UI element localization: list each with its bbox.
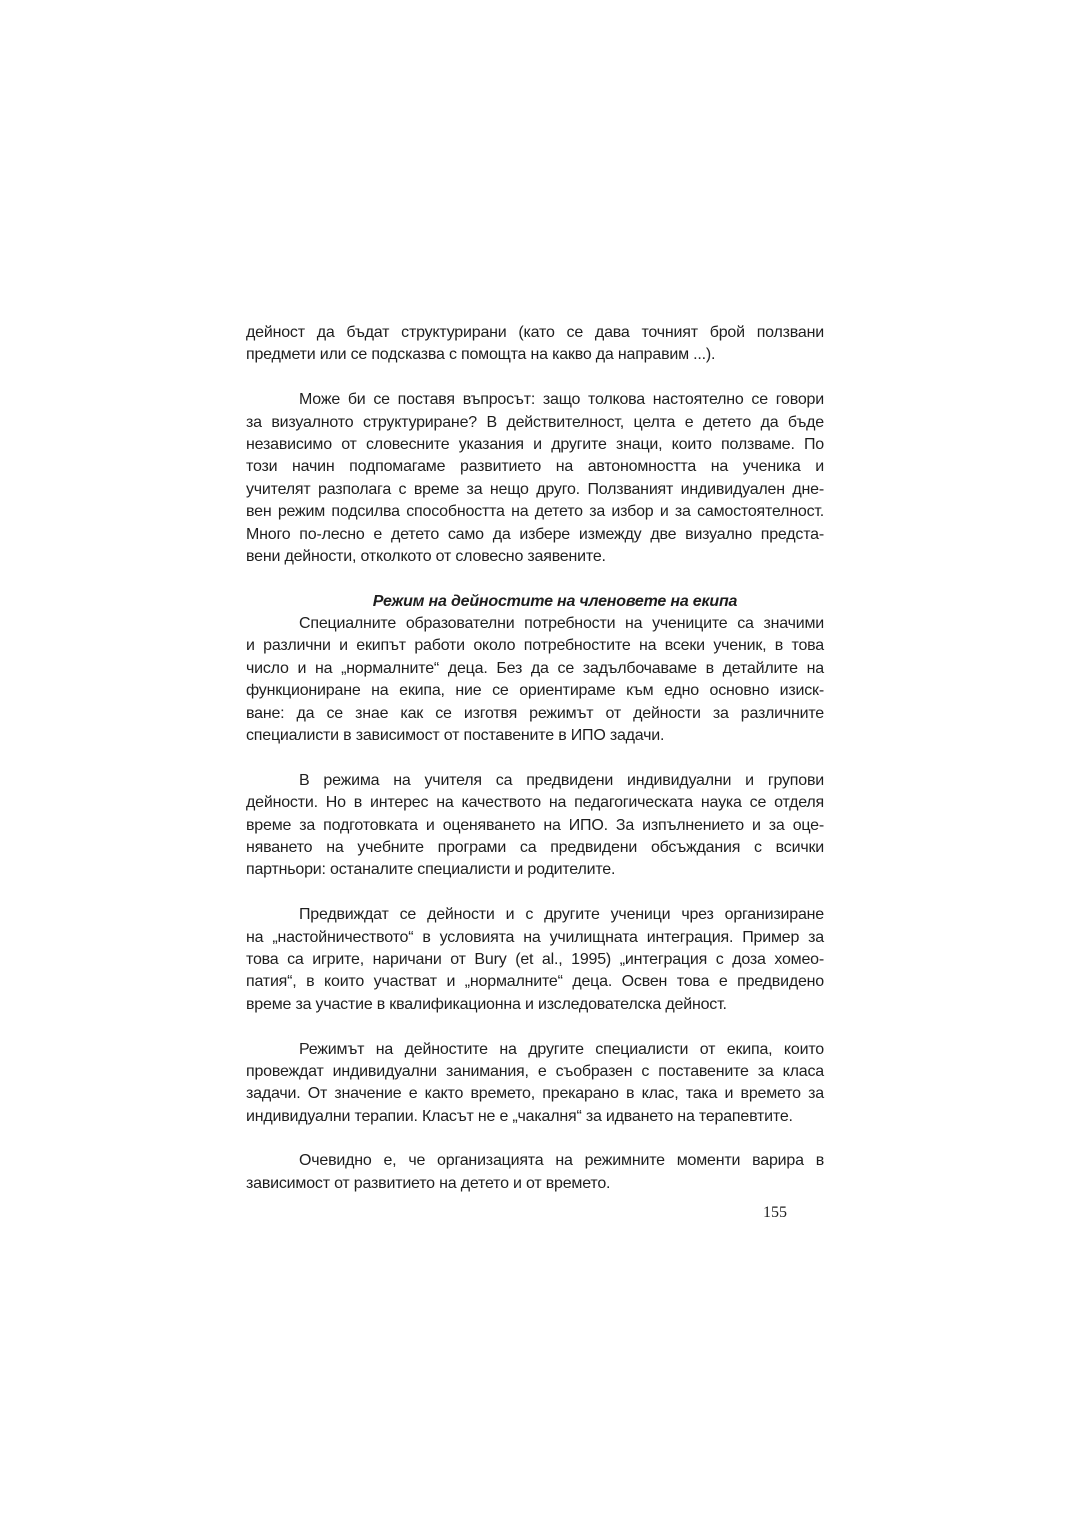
text-line: Режимът на дейностите на другите специалисти от екипа, които <box>299 1040 824 1058</box>
text-line: време за подготовката и оценяването на ИПО. За изпълнението и за оце- <box>246 816 824 834</box>
text-line: функциониране на екипа, ние се ориентираме към едно основно изиск- <box>246 682 824 700</box>
text-line: на „настойничеството“ в условията на училищната интеграция. Пример за <box>246 928 824 946</box>
text-line: число и на „нормалните“ деца. Без да се задълбочаваме в детайлите на <box>246 659 824 677</box>
text-line: индивидуални терапии. Класът не е „чакалня“ за идването на терапевтите. <box>246 1107 793 1125</box>
text-line: патия“, в които участват и „нормалните“ деца. Освен това е предвидено <box>246 973 824 991</box>
text-line: това са игрите, наричани от Bury (et al., 1995) „интеграция с доза хомео- <box>246 950 824 968</box>
text-line: този начин подпомагаме развитието на автономността на ученика и <box>246 458 824 476</box>
text-line: зависимост от развитието на детето и от времето. <box>246 1174 611 1192</box>
text-line: независимо от словесните указания и другите знаци, които ползваме. По <box>246 435 824 453</box>
paragraph-conclusion <box>246 1150 824 1195</box>
text-line: задачи. От значение е както времето, прекарано в клас, така и времето за <box>246 1085 824 1103</box>
section-heading: Режим на дейностите на членовете на екипа <box>372 592 738 610</box>
text-line: Специалните образователни потребности на учениците са значими <box>299 615 824 633</box>
text-line: Може би се поставя въпросът: защо толкова настоятелно се говори <box>299 391 824 409</box>
paragraph-structuring-activities <box>246 322 824 367</box>
text-line: учителят разполага с време за нещо друго. Ползваният индивидуален днe- <box>246 480 824 498</box>
text-line: вени дейности, отколкото от словесно заявените. <box>246 547 606 565</box>
section-team-activities <box>246 591 824 748</box>
text-line: предмети или се подсказва с помощта на какво да направим ...). <box>246 346 716 364</box>
text-line: дейности. Но в интерес на качеството на педагогическата наука се отделя <box>246 794 824 812</box>
paragraph-visual-structuring <box>246 389 824 568</box>
text-line: и различни и екипът работи около потребностите на всеки ученик, в това <box>246 637 824 655</box>
text-line: време за участие в квалификационна и изследователска дейност. <box>246 995 727 1013</box>
body-text <box>246 322 824 1195</box>
paragraph-teacher-schedule <box>246 770 824 882</box>
text-line: ване: да се знае как се изготвя режимът от дейности за различните <box>246 704 824 722</box>
text-line: специалисти в зависимост от поставените в ИПО задачи. <box>246 727 665 745</box>
text-line: вен режим подсилва способността на детето за избор и за самостоятелност. <box>246 503 824 521</box>
text-line: Предвиждат се дейности и с другите ученици чрез организиране <box>299 906 824 924</box>
paragraph-other-students <box>246 904 824 1016</box>
text-line: Очевидно е, че организацията на режимните моменти варира в <box>299 1152 824 1170</box>
text-line: Много по-лесно е детето само да избере измежду две визуално предста- <box>246 525 824 543</box>
page-number: 155 <box>763 1204 787 1221</box>
text-line: за визуалното структуриране? В действителност, целта е детето да бъде <box>246 413 824 431</box>
text-line: провеждат индивидуални занимания, е съобразен с поставените за класа <box>246 1062 824 1080</box>
text-line: няването на учебните програми са предвидени обсъждания с всички <box>246 838 824 856</box>
paragraph-specialists-schedule <box>246 1039 824 1129</box>
text-line: партньори: останалите специалисти и родителите. <box>246 861 616 879</box>
text-line: В режима на учителя са предвидени индивидуални и групови <box>299 771 824 789</box>
text-line: дейност да бъдат структурирани (като се дава точният брой ползвани <box>246 324 824 341</box>
